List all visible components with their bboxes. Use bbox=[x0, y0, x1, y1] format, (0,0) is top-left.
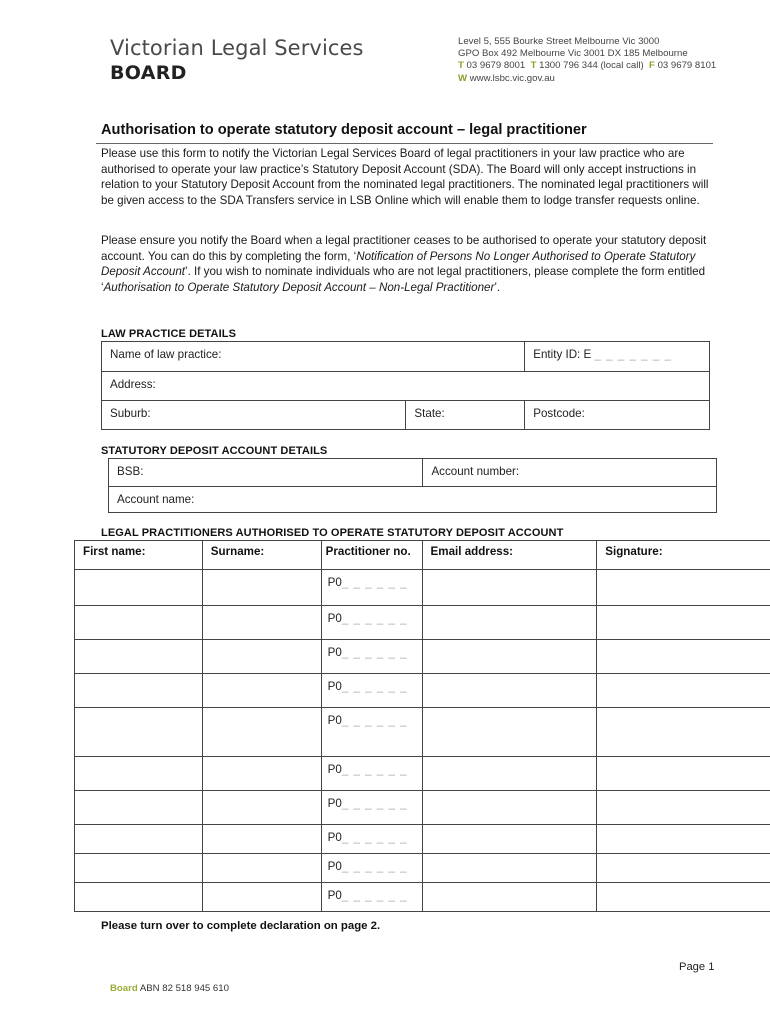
law-practice-name-label: Name of law practice: bbox=[110, 348, 222, 361]
practitioner-prefix: P0 bbox=[327, 831, 342, 844]
signature-cell[interactable] bbox=[597, 791, 770, 825]
surname-cell[interactable] bbox=[202, 854, 321, 883]
signature-cell[interactable] bbox=[597, 854, 770, 883]
phone-number: 03 9679 8001 bbox=[466, 60, 526, 72]
practitioner-prefix: P0 bbox=[327, 889, 342, 902]
practitioner-blanks: _ _ _ _ _ _ bbox=[341, 646, 408, 659]
logo-wordmark: Victorian Legal Services bbox=[110, 36, 364, 60]
sda-table bbox=[108, 458, 717, 513]
email-cell[interactable] bbox=[422, 883, 597, 912]
practitioner-no-cell[interactable] bbox=[321, 640, 422, 674]
practitioner-no-cell[interactable] bbox=[321, 606, 422, 640]
column-email: Email address: bbox=[422, 541, 597, 570]
surname-cell[interactable] bbox=[202, 606, 321, 640]
notice-text-1: Please ensure you notify the Board when a legal practitioner ceases to be authorised to operate your statutory deposit account. You can do this by completing the form, ‘ bbox=[101, 234, 707, 263]
signature-cell[interactable] bbox=[597, 825, 770, 854]
table-header-row bbox=[75, 541, 770, 570]
abn-number: ABN 82 518 945 610 bbox=[139, 983, 229, 994]
law-practice-table bbox=[101, 341, 710, 430]
signature-cell[interactable] bbox=[597, 640, 770, 674]
signature-cell[interactable] bbox=[597, 883, 770, 912]
state-field[interactable] bbox=[406, 401, 525, 430]
first-name-cell[interactable] bbox=[75, 570, 203, 606]
account-name-label: Account name: bbox=[117, 493, 195, 506]
first-name-cell[interactable] bbox=[75, 854, 203, 883]
table-row bbox=[75, 674, 770, 708]
suburb-label: Suburb: bbox=[110, 407, 151, 420]
phone2-number: 1300 796 344 (local call) bbox=[539, 60, 644, 72]
address-field[interactable] bbox=[102, 372, 710, 401]
practitioner-no-cell[interactable] bbox=[321, 570, 422, 606]
signature-cell[interactable] bbox=[597, 570, 770, 606]
email-cell[interactable] bbox=[422, 791, 597, 825]
address-line-2: GPO Box 492 Melbourne Vic 3001 DX 185 Melbourne bbox=[458, 48, 688, 60]
practitioner-prefix: P0 bbox=[327, 714, 342, 727]
table-row bbox=[75, 825, 770, 854]
contact-block bbox=[458, 36, 716, 85]
table-row bbox=[75, 640, 770, 674]
practitioner-prefix: P0 bbox=[327, 612, 342, 625]
practitioner-blanks: _ _ _ _ _ _ bbox=[341, 612, 408, 625]
practitioner-prefix: P0 bbox=[327, 860, 342, 873]
signature-cell[interactable] bbox=[597, 757, 770, 791]
law-practice-name-field[interactable] bbox=[102, 342, 525, 372]
practitioner-no-cell[interactable] bbox=[321, 791, 422, 825]
phone-line bbox=[458, 60, 716, 72]
intro-paragraph: Please use this form to notify the Victorian Legal Services Board of legal practitioners in your law practice who are authorised to operate your law practice’s Statutory Deposit Account (SDA). The Board will only accept instructions in relation to your Statutory Deposit Account from the nominated legal practitioners. The nominated legal practitioners will be given access to the SDA Transfers service in LSB Online which will enable them to lodge transfer requests online. bbox=[101, 147, 709, 208]
practitioner-blanks: _ _ _ _ _ _ bbox=[341, 714, 408, 727]
web-line bbox=[458, 73, 716, 85]
practitioner-no-cell[interactable] bbox=[321, 854, 422, 883]
first-name-cell[interactable] bbox=[75, 791, 203, 825]
practitioner-blanks: _ _ _ _ _ _ bbox=[341, 576, 408, 589]
phone2-label: T bbox=[530, 60, 537, 72]
sda-heading: STATUTORY DEPOSIT ACCOUNT DETAILS bbox=[101, 445, 328, 457]
first-name-cell[interactable] bbox=[75, 757, 203, 791]
practitioner-blanks: _ _ _ _ _ _ bbox=[341, 680, 408, 693]
practitioners-table bbox=[74, 540, 770, 912]
fax-label: F bbox=[649, 60, 655, 72]
notice-text-3: ’. bbox=[494, 281, 501, 295]
table-row bbox=[75, 791, 770, 825]
surname-cell[interactable] bbox=[202, 825, 321, 854]
notice-paragraph bbox=[101, 233, 716, 296]
surname-cell[interactable] bbox=[202, 883, 321, 912]
law-practice-heading: LAW PRACTICE DETAILS bbox=[101, 328, 237, 340]
signature-cell[interactable] bbox=[597, 674, 770, 708]
bsb-field[interactable] bbox=[109, 459, 423, 487]
abn-board-word: Board bbox=[110, 983, 138, 994]
turn-over-note: Please turn over to complete declaration on page 2. bbox=[101, 920, 381, 932]
surname-cell[interactable] bbox=[202, 640, 321, 674]
entity-id-field[interactable] bbox=[525, 342, 710, 372]
practitioner-prefix: P0 bbox=[327, 797, 342, 810]
entity-id-blanks: _ _ _ _ _ _ _ bbox=[594, 348, 672, 361]
column-signature: Signature: bbox=[597, 541, 770, 570]
table-row bbox=[75, 606, 770, 640]
email-cell[interactable] bbox=[422, 825, 597, 854]
practitioner-prefix: P0 bbox=[327, 646, 342, 659]
table-row bbox=[75, 883, 770, 912]
page-title: Authorisation to operate statutory deposit account – legal practitioner bbox=[101, 122, 587, 138]
non-legal-form-name: Authorisation to Operate Statutory Deposit Account – Non-Legal Practitioner bbox=[103, 281, 495, 295]
surname-cell[interactable] bbox=[202, 674, 321, 708]
first-name-cell[interactable] bbox=[75, 883, 203, 912]
signature-cell[interactable] bbox=[597, 606, 770, 640]
email-cell[interactable] bbox=[422, 674, 597, 708]
email-cell[interactable] bbox=[422, 854, 597, 883]
first-name-cell[interactable] bbox=[75, 674, 203, 708]
web-label: W bbox=[458, 72, 468, 84]
postcode-field[interactable] bbox=[525, 401, 710, 430]
practitioner-blanks: _ _ _ _ _ _ bbox=[341, 763, 408, 776]
suburb-field[interactable] bbox=[102, 401, 406, 430]
email-cell[interactable] bbox=[422, 606, 597, 640]
practitioner-prefix: P0 bbox=[327, 680, 342, 693]
title-divider bbox=[96, 143, 713, 144]
abn-line bbox=[110, 983, 229, 994]
email-cell[interactable] bbox=[422, 570, 597, 606]
column-first-name: First name: bbox=[75, 541, 203, 570]
practitioners-heading: LEGAL PRACTITIONERS AUTHORISED TO OPERATE STATUTORY DEPOSIT ACCOUNT bbox=[101, 527, 564, 539]
web-address[interactable]: www.lsbc.vic.gov.au bbox=[469, 72, 555, 84]
email-cell[interactable] bbox=[422, 757, 597, 791]
phone-label: T bbox=[458, 60, 464, 72]
practitioner-prefix: P0 bbox=[327, 576, 342, 589]
signature-cell[interactable] bbox=[597, 708, 770, 757]
column-practitioner-no: Practitioner no. bbox=[321, 541, 422, 570]
practitioner-no-cell[interactable] bbox=[321, 825, 422, 854]
email-cell[interactable] bbox=[422, 640, 597, 674]
table-row bbox=[75, 570, 770, 606]
address-label: Address: bbox=[110, 378, 156, 391]
notice-text-2: ’. If you wish to nominate individuals who are not legal practitioners, please complete the form entitled ‘ bbox=[101, 265, 706, 295]
column-surname: Surname: bbox=[202, 541, 321, 570]
postcode-label: Postcode: bbox=[533, 407, 585, 420]
account-name-field[interactable] bbox=[109, 487, 717, 513]
notification-form-name: Notification of Persons No Longer Authorised to Operate Statutory Deposit Account bbox=[101, 249, 696, 279]
entity-id-label: Entity ID: E bbox=[533, 348, 592, 361]
account-number-field[interactable] bbox=[423, 459, 717, 487]
practitioner-no-cell[interactable] bbox=[321, 757, 422, 791]
surname-cell[interactable] bbox=[202, 791, 321, 825]
practitioner-blanks: _ _ _ _ _ _ bbox=[341, 889, 408, 902]
practitioner-prefix: P0 bbox=[327, 763, 342, 776]
practitioner-blanks: _ _ _ _ _ _ bbox=[341, 797, 408, 810]
practitioner-blanks: _ _ _ _ _ _ bbox=[341, 860, 408, 873]
bsb-label: BSB: bbox=[117, 465, 144, 478]
practitioner-no-cell[interactable] bbox=[321, 674, 422, 708]
logo-board: BOARD bbox=[110, 62, 187, 84]
table-row bbox=[75, 708, 770, 757]
email-cell[interactable] bbox=[422, 708, 597, 757]
practitioner-no-cell[interactable] bbox=[321, 883, 422, 912]
first-name-cell[interactable] bbox=[75, 640, 203, 674]
first-name-cell[interactable] bbox=[75, 825, 203, 854]
surname-cell[interactable] bbox=[202, 570, 321, 606]
table-row bbox=[75, 757, 770, 791]
practitioner-blanks: _ _ _ _ _ _ bbox=[341, 831, 408, 844]
page-number: Page 1 bbox=[679, 961, 715, 973]
account-number-label: Account number: bbox=[431, 465, 520, 478]
surname-cell[interactable] bbox=[202, 757, 321, 791]
practitioner-no-cell[interactable] bbox=[321, 708, 422, 757]
address-line-1: Level 5, 555 Bourke Street Melbourne Vic 3000 bbox=[458, 36, 660, 47]
fax-number: 03 9679 8101 bbox=[657, 60, 717, 72]
table-row bbox=[75, 854, 770, 883]
surname-cell[interactable] bbox=[202, 708, 321, 757]
first-name-cell[interactable] bbox=[75, 606, 203, 640]
state-label: State: bbox=[414, 407, 445, 420]
first-name-cell[interactable] bbox=[75, 708, 203, 757]
